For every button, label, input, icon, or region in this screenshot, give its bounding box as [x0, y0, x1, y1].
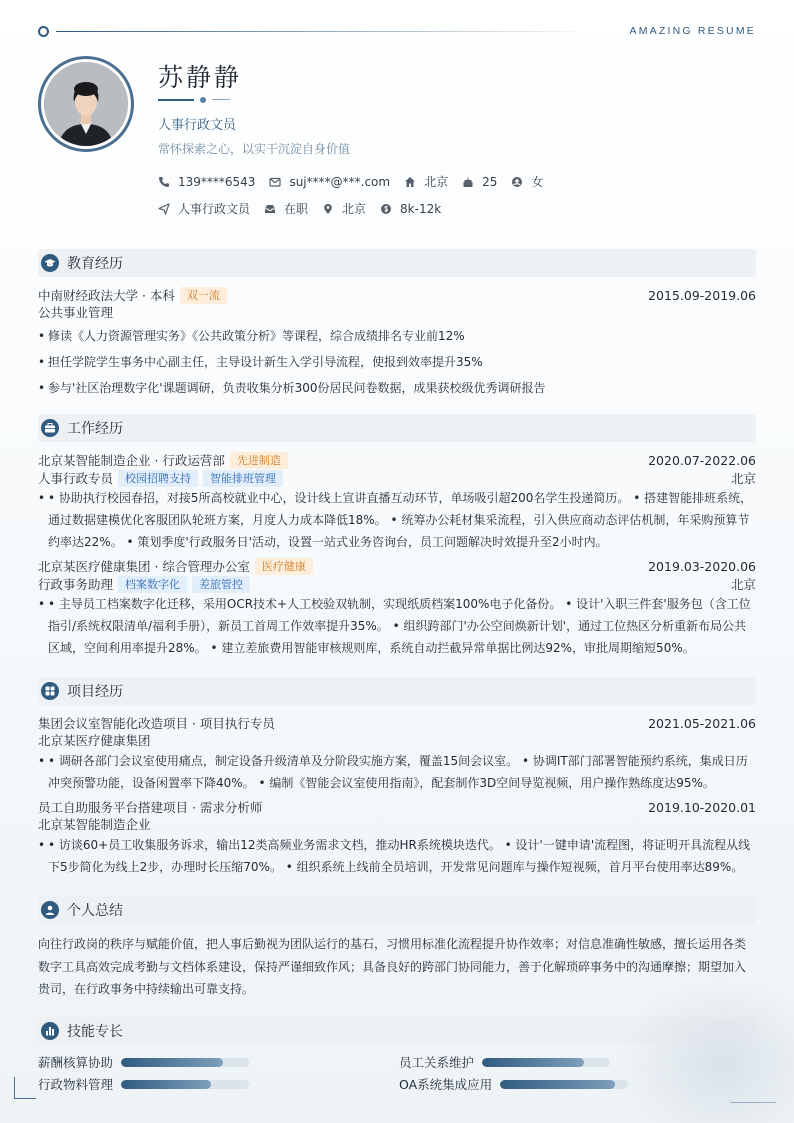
- avatar: [38, 56, 134, 152]
- bar-chart-icon: [41, 1022, 59, 1040]
- skill-tag: 智能排班管理: [203, 470, 283, 487]
- section-title: 技能专长: [67, 1024, 123, 1040]
- briefcase-icon: [41, 419, 59, 437]
- skill-tag: 差旅管控: [192, 576, 250, 593]
- section-summary: [38, 896, 756, 924]
- section-work: [38, 414, 756, 442]
- background-haze: [615, 975, 794, 1123]
- coin-icon: [380, 203, 392, 215]
- city-info: [404, 173, 448, 190]
- inbox-icon: [264, 203, 276, 215]
- person-icon: [41, 901, 59, 919]
- skill-bar: [500, 1080, 628, 1089]
- education-bullet: • 参与'社区治理数字化'课题调研，负责收集分析300份居民问卷数据，成果获校级优秀调研报告: [38, 379, 756, 397]
- skill-item: [399, 1053, 610, 1071]
- work-city: 北京: [730, 577, 756, 592]
- intention-row: [158, 200, 455, 217]
- corner-decoration: [14, 1077, 36, 1099]
- section-title: 个人总结: [67, 903, 123, 919]
- education-entry: [38, 286, 756, 397]
- school-name: 中南财经政法大学 · 本科: [38, 288, 175, 303]
- work-description: • • 主导员工档案数字化迁移，采用OCR技术+人工校验双轨制，实现纸质档案100%电子化备份。 • 设计'入职三件套'服务包（含工位指引/系统权限清单/福利手册），新员工首周工作效率提升35%。 • 组织跨部门'办公空间焕新计划'，通过工位热区分析重新布局公共区域，空间利用率提升28%。 • 建立差旅费用智能审核规则库，系统自动拦截异常单据比例达92%，审批周期缩短50%。: [38, 593, 756, 659]
- skill-bar-fill: [482, 1058, 584, 1067]
- skill-name: 员工关系维护: [399, 1055, 475, 1070]
- project-org: 北京某医疗健康集团: [38, 733, 151, 748]
- age-text: 25: [482, 174, 498, 189]
- skill-bar-fill: [500, 1080, 615, 1089]
- status-info: [264, 200, 308, 217]
- send-icon: [158, 203, 170, 215]
- email-info: [269, 175, 390, 189]
- skill-bar: [121, 1058, 249, 1067]
- work-entry: [38, 451, 756, 553]
- home-icon: [404, 176, 416, 188]
- section-title: 教育经历: [67, 256, 123, 272]
- phone-icon: [158, 176, 170, 188]
- project-name: 员工自助服务平台搭建项目 · 需求分析师: [38, 800, 263, 815]
- skill-name: 行政物料管理: [38, 1077, 114, 1092]
- skill-name: OA系统集成应用: [399, 1077, 493, 1092]
- section-projects: [38, 677, 756, 705]
- phone-text: 139****6543: [178, 174, 256, 189]
- cake-icon: [462, 176, 474, 188]
- target-role-text: 人事行政文员: [178, 202, 251, 216]
- industry-tag: 医疗健康: [255, 558, 313, 575]
- candidate-name: 苏静静: [158, 63, 243, 92]
- corner-decoration: [730, 1102, 776, 1103]
- circle-icon: [38, 26, 49, 37]
- candidate-role: 人事行政文员: [158, 118, 237, 133]
- skill-name: 薪酬核算协助: [38, 1055, 114, 1070]
- grid-icon: [41, 682, 59, 700]
- project-entry: [38, 798, 756, 878]
- work-city: 北京: [730, 471, 756, 486]
- section-title: 工作经历: [67, 421, 123, 437]
- mail-icon: [269, 176, 281, 188]
- user-circle-icon: [511, 176, 523, 188]
- email-text: suj****@***.com: [289, 174, 391, 189]
- work-date: 2019.03-2020.06: [648, 558, 756, 574]
- project-description: • • 调研各部门会议室使用痛点，制定设备升级清单及分阶段实施方案，覆盖15间会议室。 • 协调IT部门部署智能预约系统，集成日历冲突预警功能，设备闲置率下降40%。 • 编制《智能会议室使用指南》，配套制作3D空间导览视频，用户操作熟练度达95%。: [38, 750, 756, 794]
- graduation-cap-icon: [41, 254, 59, 272]
- phone-info: [158, 175, 255, 189]
- school-tag: 双一流: [180, 287, 227, 304]
- project-date: 2021.05-2021.06: [648, 715, 756, 731]
- job-title: 人事行政专员: [38, 471, 114, 486]
- city-text: 北京: [424, 175, 449, 189]
- section-education: [38, 249, 756, 277]
- salary-info: [380, 202, 441, 216]
- skill-tag: 校园招聘支持: [118, 470, 198, 487]
- target-role-info: [158, 200, 250, 217]
- gender-info: [511, 173, 543, 190]
- salary-text: 8k-12k: [400, 201, 442, 216]
- status-text: 在职: [284, 202, 309, 216]
- project-org: 北京某智能制造企业: [38, 817, 151, 832]
- project-entry: [38, 714, 756, 794]
- work-description: • • 协助执行校园春招，对接5所高校就业中心，设计线上宣讲直播互动环节，单场吸引超200名学生投递简历。 • 搭建智能排班系统，通过数据建模优化客服团队轮班方案，月度人力成本降低18%。 • 统筹办公耗材集采流程，引入供应商动态评估机制，年采购预算节约率达22%。 • 策划季度'行政服务日'活动，设置一站式业务咨询台，员工问题解决时效提升至2小时内。: [38, 487, 756, 553]
- name-divider: [158, 96, 238, 104]
- contact-row: [158, 173, 557, 190]
- location-pin-icon: [322, 203, 334, 215]
- skill-item: [38, 1075, 249, 1093]
- summary-text: 向往行政岗的秩序与赋能价值，把人事后勤视为团队运行的基石，习惯用标准化流程提升协作效率；对信息准确性敏感，擅长运用各类数字工具高效完成考勤与文档体系建设，保持严谨细致作风；具备良好的跨部门协同能力，善于化解琐碎事务中的沟通摩擦；期望加入贵司，在行政事务中持续输出可靠支持。: [38, 937, 747, 996]
- target-city-text: 北京: [342, 202, 367, 216]
- skill-item: [399, 1075, 628, 1093]
- target-city-info: [322, 200, 366, 217]
- education-date: 2015.09-2019.06: [648, 287, 756, 303]
- project-name: 集团会议室智能化改造项目 · 项目执行专员: [38, 716, 275, 731]
- work-date: 2020.07-2022.06: [648, 452, 756, 468]
- major: 公共事业管理: [38, 305, 114, 320]
- skill-bar-fill: [121, 1058, 223, 1067]
- company-name: 北京某医疗健康集团 · 综合管理办公室: [38, 559, 250, 574]
- work-entry: [38, 557, 756, 659]
- skill-item: [38, 1053, 249, 1071]
- project-description: • • 访谈60+员工收集服务诉求，输出12类高频业务需求文档，推动HR系统模块迭代。 • 设计'一键申请'流程图，将证明开具流程从线下5步简化为线上2步，办理时长压缩70%。 • 组织系统上线前全员培训，开发常见问题库与操作短视频，首月平台使用率达89%。: [38, 834, 756, 878]
- candidate-motto: 常怀探索之心，以实干沉淀自身价值: [158, 142, 351, 156]
- skill-bar: [482, 1058, 610, 1067]
- industry-tag: 先进制造: [230, 452, 288, 469]
- job-title: 行政事务助理: [38, 577, 114, 592]
- gender-text: 女: [531, 175, 544, 189]
- brand-label: AMAZING RESUME: [629, 25, 756, 37]
- project-date: 2019.10-2020.01: [648, 799, 756, 815]
- education-bullet: • 修读《人力资源管理实务》《公共政策分析》等课程，综合成绩排名专业前12%: [38, 327, 756, 345]
- header-line: [56, 31, 576, 32]
- education-bullet: • 担任学院学生事务中心副主任，主导设计新生入学引导流程，使报到效率提升35%: [38, 353, 756, 371]
- age-info: [462, 175, 497, 189]
- company-name: 北京某智能制造企业 · 行政运营部: [38, 453, 225, 468]
- skill-tag: 档案数字化: [118, 576, 187, 593]
- section-title: 项目经历: [67, 684, 123, 700]
- portrait-icon: [44, 62, 128, 146]
- skill-bar: [121, 1080, 249, 1089]
- skill-bar-fill: [121, 1080, 211, 1089]
